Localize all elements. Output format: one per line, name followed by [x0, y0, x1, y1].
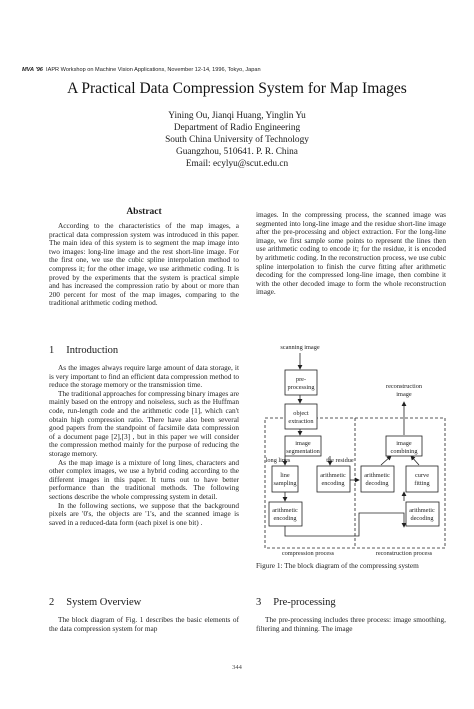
- section-number: 3: [256, 597, 262, 608]
- venue-label: MVA '96: [22, 67, 43, 73]
- intro-paragraph: The traditional approaches for compressing binary images are mainly based on the entropy and noiseless, such as the Huffman code, run-length code and the arithmetic code [1], which can't obtain high compression ratio. There have also been several good papers from the standpoint of facsimile data compression of a document page [2],[3] , but in this paper we will consider the compression method mainly for the purpose of reducing the storage memory.: [49, 388, 239, 458]
- introduction-body: [49, 364, 239, 527]
- venue-details: IAPR Workshop on Machine Vision Applications, November 12-14, 1996, Tokyo, Japan: [46, 67, 261, 73]
- arith-encoding-label: arithmetic: [272, 507, 298, 514]
- compression-process-label: compression process: [281, 550, 335, 557]
- intro-paragraph: As the images always require large amount of data storage, it is very important to find an efficient data compression method to reduce the storage memory or the transmission time.: [49, 363, 239, 390]
- author-names: Yining Ou, Jianqi Huang, Yinglin Yu: [168, 111, 306, 121]
- section-number: 2: [49, 597, 55, 608]
- block-diagram: [256, 340, 452, 558]
- line-sampling-label: line: [280, 472, 290, 479]
- author-city: Guangzhou, 510641. P. R. China: [176, 147, 298, 157]
- reconstruction-label: image: [396, 391, 412, 398]
- arrow: [411, 456, 419, 465]
- abstract-heading: Abstract: [126, 207, 162, 217]
- preprocessing-body: [256, 616, 446, 633]
- arith-decoding-label: arithmetic: [364, 472, 390, 479]
- paper-title: A Practical Data Compression System for Map Images: [67, 80, 407, 97]
- reconstruction-process-label: reconstruction process: [375, 550, 433, 557]
- page-number: 344: [232, 664, 242, 671]
- intro-paragraph: In the following sections, we suppose that the background pixels are '0's, the objects are '1's, and the scanned image is saved in a reduced-data form (each pixel is one bit) .: [49, 500, 239, 527]
- figure-caption-text: Figure 1: The block diagram of the compressing system: [256, 561, 419, 570]
- curve-fitting-label: fitting: [414, 480, 430, 487]
- system-overview-text: The block diagram of Fig. 1 describes the basic elements of the data compression system for map: [49, 615, 239, 633]
- preprocessing-text: The pre-processing includes three process: image smoothing, filtering and thinning. The image: [256, 615, 446, 633]
- reconstruction-label: reconstruction: [385, 383, 423, 390]
- arrow: [285, 513, 404, 536]
- line-sampling-label: sampling: [273, 480, 297, 487]
- conference-header: [22, 67, 261, 73]
- arith-decoding-label: decoding: [365, 480, 389, 487]
- arith-decoding-label: arithmetic: [409, 507, 435, 514]
- section-number: 1: [49, 345, 55, 356]
- section-title: Pre-processing: [273, 597, 336, 608]
- author-university: South China University of Technology: [165, 135, 309, 145]
- object-extraction-label: object: [293, 410, 309, 417]
- arith-decoding-box-1: [361, 466, 394, 492]
- arith-encoding-label: arithmetic: [320, 472, 346, 479]
- preprocessing-label: pre-: [295, 376, 307, 383]
- arith-encoding-box-1: [317, 466, 350, 492]
- section-title: System Overview: [66, 597, 142, 608]
- arith-encoding-label: encoding: [321, 480, 345, 487]
- intro-paragraph: As the map image is a mixture of long lines, characters and other complex images, we use a hybrid coding according to the different images in this paper. It turns out to have better performance than the traditional methods. The following sections describe the whole compressing system in detail.: [49, 457, 239, 501]
- figure-caption: [256, 562, 446, 571]
- long-lines-label: long lines: [265, 457, 291, 464]
- arith-encoding-label: encoding: [273, 515, 297, 522]
- preprocessing-label: processing: [287, 384, 315, 391]
- section-system-overview-heading: [49, 597, 153, 608]
- abstract-body: [49, 222, 239, 308]
- image-segmentation-label: image: [295, 440, 311, 447]
- right-column-text: images. In the compressing process, the scanned image was segmented into long-line image and the residue short-line image after the pre-processing and object extraction. For the long-line image, we first sample some points to represent the lines then use arithmetic coding to encode it; for the residue, it is encoded by arithmetic coding. In the reconstruction process, we use cubic spline interpolation to finish the curve fitting after arithmetic decoding for the compressed long-line image, then combine it with the other decoded image to form the whole reconstruction image.: [256, 210, 446, 297]
- author-email: Email: ecylyu@scut.edu.cn: [185, 159, 289, 169]
- arith-decoding-label: decoding: [410, 515, 434, 522]
- curve-fitting-label: curve: [415, 472, 429, 479]
- author-department: Department of Radio Engineering: [173, 123, 301, 133]
- image-combining-label: image: [396, 440, 412, 447]
- residue-label: the residue: [326, 457, 354, 464]
- arith-decoding-box-2: [406, 502, 439, 526]
- right-column-body: [256, 211, 446, 297]
- arrow: [381, 456, 391, 465]
- abstract-text: According to the characteristics of the map images, a practical data compression system was introduced in this paper. The main idea of this system is to segment the map image into two images: long-line image and the rest short-line image. For the first one, we use the cubic spline interpolation method to compress it; for the other image, we use arithmetic coding. It is proved by the experiments that the system is practical simple and has increased the compression ratio by about or more than 200 percent for most of the map images, comparing to the traditional arithmetic coding method.: [49, 221, 239, 308]
- section-introduction-heading: [49, 345, 130, 356]
- section-title: Introduction: [66, 345, 119, 356]
- system-overview-body: [49, 616, 239, 633]
- object-extraction-label: extraction: [288, 418, 314, 425]
- line-sampling-box: [272, 466, 298, 492]
- scanning-label: scanning image: [280, 344, 320, 351]
- arith-encoding-box-2: [269, 502, 302, 526]
- image-combining-label: combining: [390, 448, 418, 455]
- section-preprocessing-heading: [256, 597, 348, 608]
- curve-fitting-box: [406, 466, 438, 492]
- image-segmentation-label: segmentation: [286, 448, 320, 455]
